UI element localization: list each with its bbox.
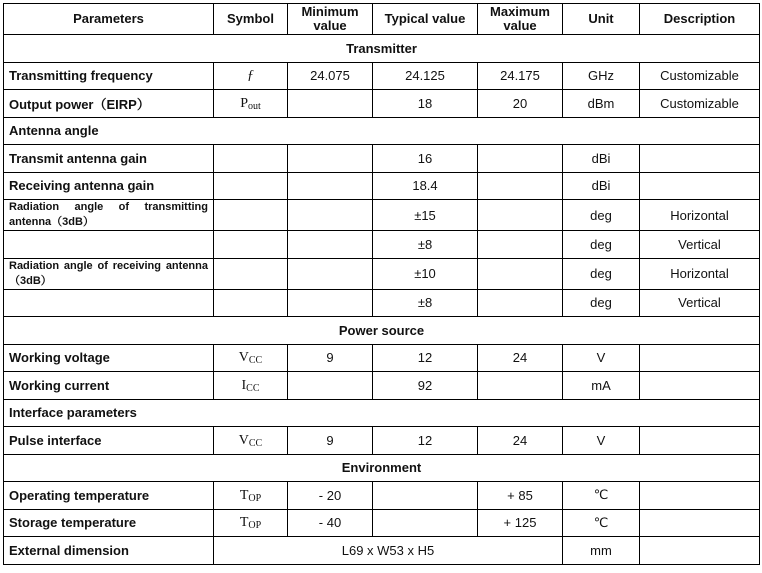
desc-cell (640, 482, 760, 510)
max-cell: + 125 (478, 509, 563, 537)
param-cell: Working voltage (4, 344, 214, 372)
symbol-main: T (239, 515, 249, 531)
min-cell (288, 90, 373, 118)
symbol-cell (214, 90, 288, 118)
table-row (4, 482, 760, 510)
unit-cell: deg (563, 289, 640, 317)
typ-cell: 92 (373, 372, 478, 400)
desc-cell (640, 509, 760, 537)
table-row (4, 258, 760, 289)
min-cell: 9 (288, 344, 373, 372)
param-cell: External dimension (4, 537, 214, 565)
header-minimum: Minimum value (288, 4, 373, 35)
param-cell: Working current (4, 372, 214, 400)
unit-cell: ℃ (563, 509, 640, 537)
table-row (4, 231, 760, 259)
desc-cell (640, 427, 760, 455)
max-cell: 24 (478, 344, 563, 372)
unit-cell: dBi (563, 145, 640, 173)
typ-cell: ±15 (373, 200, 478, 231)
section-antenna: Antenna angle (4, 117, 760, 145)
typ-cell (373, 482, 478, 510)
table-row (4, 509, 760, 537)
symbol-cell (214, 344, 288, 372)
desc-cell: Vertical (640, 289, 760, 317)
desc-cell (640, 372, 760, 400)
section-row (4, 317, 760, 345)
symbol-main: P (240, 95, 248, 111)
symbol-main: V (238, 350, 249, 366)
param-cell: Transmit antenna gain (4, 145, 214, 173)
desc-cell: Horizontal (640, 200, 760, 231)
section-environment: Environment (4, 454, 760, 482)
symbol-cell (214, 289, 288, 317)
unit-cell: mA (563, 372, 640, 400)
typ-cell: ±8 (373, 289, 478, 317)
symbol-sub: OP (248, 492, 262, 504)
typ-cell: 24.125 (373, 62, 478, 90)
typ-cell: 18 (373, 90, 478, 118)
table-row (4, 537, 760, 565)
subsection-row (4, 117, 760, 145)
symbol-text: ƒ (247, 68, 254, 84)
header-parameters: Parameters (4, 4, 214, 35)
desc-cell (640, 145, 760, 173)
unit-cell: deg (563, 200, 640, 231)
header-symbol: Symbol (214, 4, 288, 35)
symbol-cell (214, 482, 288, 510)
max-cell (478, 231, 563, 259)
section-power: Power source (4, 317, 760, 345)
typ-cell: ±8 (373, 231, 478, 259)
max-cell (478, 258, 563, 289)
max-cell: 24 (478, 427, 563, 455)
typ-cell: 16 (373, 145, 478, 173)
table-row (4, 145, 760, 173)
header-description: Description (640, 4, 760, 35)
unit-cell: ℃ (563, 482, 640, 510)
dimension-value: L69 x W53 x H5 (214, 537, 563, 565)
typ-cell: 12 (373, 344, 478, 372)
min-cell: 9 (288, 427, 373, 455)
symbol-cell (214, 509, 288, 537)
unit-cell: deg (563, 258, 640, 289)
unit-cell: dBm (563, 90, 640, 118)
header-unit: Unit (563, 4, 640, 35)
spec-table (3, 3, 760, 565)
max-cell: + 85 (478, 482, 563, 510)
min-cell: - 20 (288, 482, 373, 510)
min-cell (288, 172, 373, 200)
subsection-row (4, 399, 760, 427)
section-transmitter: Transmitter (4, 35, 760, 63)
param-cell: Storage temperature (4, 509, 214, 537)
min-cell (288, 258, 373, 289)
max-cell (478, 145, 563, 173)
unit-cell: V (563, 344, 640, 372)
desc-cell (640, 172, 760, 200)
desc-cell (640, 537, 760, 565)
desc-cell: Horizontal (640, 258, 760, 289)
section-interface: Interface parameters (4, 399, 760, 427)
param-cell (4, 289, 214, 317)
desc-cell: Customizable (640, 90, 760, 118)
param-cell: Receiving antenna gain (4, 172, 214, 200)
param-cell: Radiation angle of receiving antenna（3dB） (4, 258, 214, 289)
unit-cell: dBi (563, 172, 640, 200)
symbol-cell (214, 200, 288, 231)
header-row (4, 4, 760, 35)
table-row (4, 62, 760, 90)
unit-cell: deg (563, 231, 640, 259)
symbol-sub: CC (248, 355, 263, 367)
table-row (4, 200, 760, 231)
table-row (4, 372, 760, 400)
symbol-cell (214, 145, 288, 173)
typ-cell (373, 509, 478, 537)
section-row (4, 454, 760, 482)
min-cell (288, 200, 373, 231)
symbol-cell (214, 62, 288, 90)
symbol-cell (214, 372, 288, 400)
min-cell: 24.075 (288, 62, 373, 90)
symbol-sub: CC (246, 382, 260, 394)
min-cell: - 40 (288, 509, 373, 537)
symbol-sub: out (248, 100, 261, 112)
unit-cell: mm (563, 537, 640, 565)
unit-cell: V (563, 427, 640, 455)
param-cell: Transmitting frequency (4, 62, 214, 90)
max-cell (478, 289, 563, 317)
param-cell: Output power（EIRP） (4, 90, 214, 118)
max-cell (478, 372, 563, 400)
typ-cell: ±10 (373, 258, 478, 289)
param-cell: Radiation angle of transmitting antenna（3dB） (4, 200, 214, 231)
max-cell: 20 (478, 90, 563, 118)
max-cell: 24.175 (478, 62, 563, 90)
typ-cell: 18.4 (373, 172, 478, 200)
min-cell (288, 145, 373, 173)
min-cell (288, 372, 373, 400)
symbol-main: I (241, 377, 247, 393)
table-row (4, 344, 760, 372)
max-cell (478, 200, 563, 231)
unit-cell: GHz (563, 62, 640, 90)
symbol-cell (214, 231, 288, 259)
symbol-main: T (239, 487, 249, 503)
symbol-cell (214, 427, 288, 455)
table-row (4, 90, 760, 118)
min-cell (288, 231, 373, 259)
max-cell (478, 172, 563, 200)
desc-cell (640, 344, 760, 372)
typ-cell: 12 (373, 427, 478, 455)
symbol-sub: OP (248, 520, 262, 532)
header-maximum: Maximum value (478, 4, 563, 35)
symbol-sub: CC (248, 437, 263, 449)
desc-cell: Customizable (640, 62, 760, 90)
table-row (4, 172, 760, 200)
table-row (4, 427, 760, 455)
param-cell (4, 231, 214, 259)
section-row (4, 35, 760, 63)
header-typical: Typical value (373, 4, 478, 35)
param-cell: Operating temperature (4, 482, 214, 510)
symbol-cell (214, 172, 288, 200)
desc-cell: Vertical (640, 231, 760, 259)
param-cell: Pulse interface (4, 427, 214, 455)
symbol-cell (214, 258, 288, 289)
symbol-main: V (238, 432, 249, 448)
min-cell (288, 289, 373, 317)
table-row (4, 289, 760, 317)
